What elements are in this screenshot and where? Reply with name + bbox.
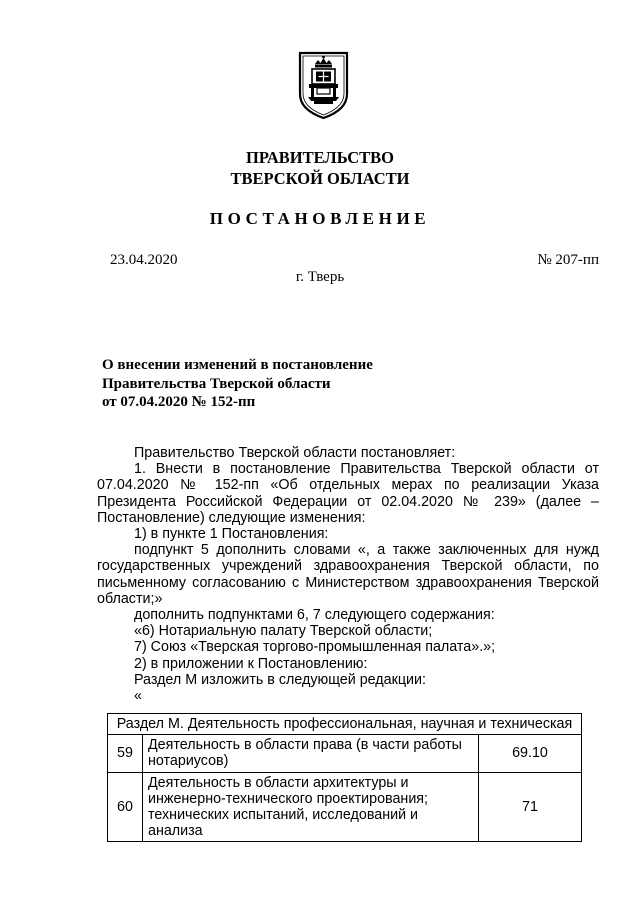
body-paragraph-subpoint5: подпункт 5 дополнить словами «, а также заключенных для нужд государственных учреждений здравоохранения Тверской области, по письменному согласованию с Министерством здравоохранения Тверской области;» [97,542,599,607]
government-name-line1: ПРАВИТЕЛЬСТВО [246,148,394,167]
table-cell-activity: Деятельность в области архитектуры и инженерно-технического проектирования; технических испытаний, исследований и анализа [143,772,479,842]
table-section-header-row [108,714,582,735]
document-type-title: ПОСТАНОВЛЕНИЕ [209,209,431,228]
document-date: 23.04.2020 [110,252,178,268]
body-paragraph-subitem1: 1) в пункте 1 Постановления: [134,526,329,543]
document-body [97,445,599,704]
document-number: № 207-пп [537,252,599,268]
table-cell-code: 69.10 [479,735,582,772]
subject-line2: Правительства Тверской области [102,375,331,392]
table-section-header: Раздел М. Деятельность профессиональная, научная и техническая [108,714,582,735]
body-paragraph-subpoint7: 7) Союз «Тверская торгово-промышленная палата».»; [134,639,496,656]
body-paragraph-add-subpoints: дополнить подпунктами 6, 7 следующего содержания: [134,607,495,624]
body-paragraph-subpoint6: «6) Нотариальную палату Тверской области; [134,623,433,640]
table-row [108,735,582,772]
table-row [108,772,582,842]
table-cell-number: 59 [108,735,143,772]
body-paragraph-item1: 1. Внести в постановление Правительства Тверской области от 07.04.2020 № 152-пп «Об отдельных мерах по реализации Указа Президента Российской Федерации от 02.04.2020 № 239» (далее – Постановление) следующие изменения: [97,461,599,526]
document-city: г. Тверь [295,269,345,285]
table-cell-code: 71 [479,772,582,842]
body-paragraph-subitem2: 2) в приложении к Постановлению: [134,655,368,672]
body-paragraph-decree: Правительство Тверской области постановляет: [134,445,456,461]
table-cell-number: 60 [108,772,143,842]
tver-coat-of-arms-icon [297,50,350,120]
table-cell-activity: Деятельность в области права (в части работы нотариусов) [143,735,479,772]
subject-line3: от 07.04.2020 № 152-пп [102,394,256,410]
body-paragraph-section-m: Раздел М изложить в следующей редакции: [134,671,426,688]
body-paragraph-open-quote: « [134,688,142,705]
government-name-line2: ТВЕРСКОЙ ОБЛАСТИ [230,169,410,188]
document-subject [102,356,373,412]
activities-table [107,713,582,842]
subject-line1: О внесении изменений в постановление [102,357,373,373]
